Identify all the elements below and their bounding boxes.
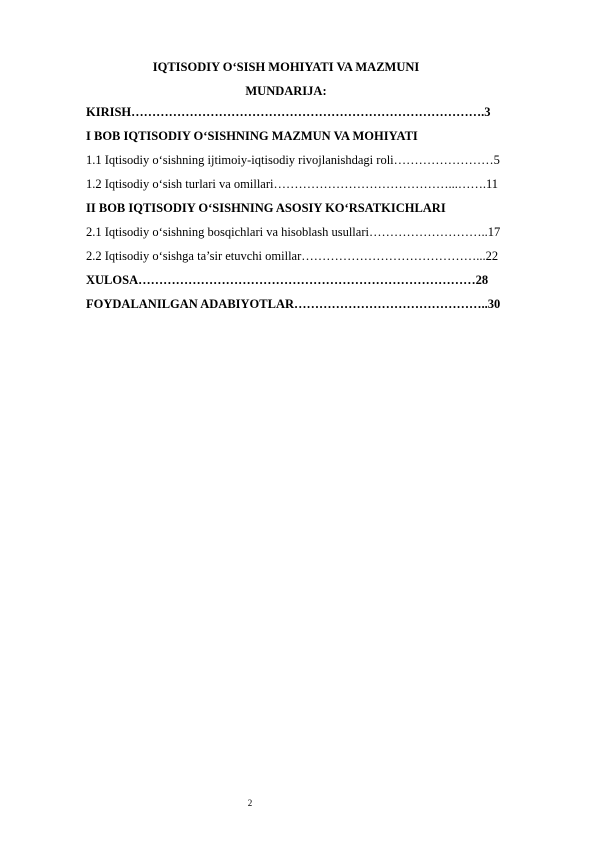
toc-entry-2-2: 2.2 Iqtisodiy o‘sishga ta’sir etuvchi omillar……………………………………...22: [86, 249, 499, 263]
toc-entry-2-1: 2.1 Iqtisodiy o‘sishning bosqichlari va hisoblash usullari………………………..17: [86, 225, 501, 239]
document-title: IQTISODIY O‘SISH MOHIYATI VA MAZMUNI: [152, 60, 420, 74]
toc-entry-kirish: KIRISH………………………………………………………………………….3: [86, 105, 491, 119]
toc-entry-xulosa: XULOSA………………………………………………………………………28: [86, 273, 489, 287]
toc-heading: MUNDARIJA:: [245, 84, 327, 98]
page-number: 2: [247, 798, 253, 808]
toc-entry-adabiyotlar: FOYDALANILGAN ADABIYOTLAR………………………………………..30: [86, 297, 501, 311]
toc-entry-chapter-2: II BOB IQTISODIY O‘SISHNING ASOSIY KO‘RSATKICHLARI: [86, 201, 446, 215]
toc-entry-chapter-1: I BOB IQTISODIY O‘SISHNING MAZMUN VA MOHIYATI: [86, 129, 418, 143]
toc-entry-1-2: 1.2 Iqtisodiy o‘sish turlari va omillari……………………………………...…….11: [86, 177, 499, 191]
toc-entry-1-1: 1.1 Iqtisodiy o‘sishning ijtimoiy-iqtisodiy rivojlanishdagi roli……………………5: [86, 153, 500, 167]
